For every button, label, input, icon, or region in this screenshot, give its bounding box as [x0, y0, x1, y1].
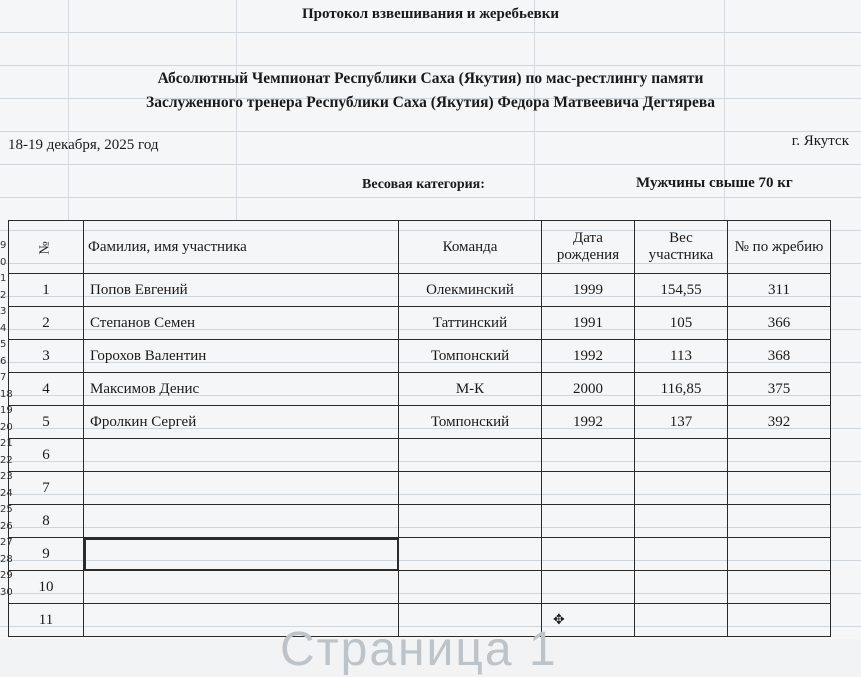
name-cell[interactable]: Степанов Семен	[84, 307, 399, 340]
team-cell[interactable]	[399, 472, 542, 505]
team-cell[interactable]: Томпонский	[399, 406, 542, 439]
row-number[interactable]: 21	[0, 438, 13, 449]
weight-cell[interactable]	[635, 505, 728, 538]
lot-cell[interactable]: 366	[728, 307, 831, 340]
dob-cell[interactable]	[542, 472, 635, 505]
col-header-lot[interactable]: № по жребию	[728, 221, 831, 274]
weight-cell[interactable]: 105	[635, 307, 728, 340]
lot-cell[interactable]: 311	[728, 274, 831, 307]
page-watermark: Страница 1	[280, 623, 558, 676]
table-row	[9, 538, 831, 571]
weight-cell[interactable]: 137	[635, 406, 728, 439]
table-row	[9, 274, 831, 307]
event-city: г. Якутск	[791, 133, 849, 149]
table-row	[9, 571, 831, 604]
row-number[interactable]: 20	[0, 421, 13, 433]
row-number[interactable]: 1	[0, 273, 7, 284]
row-number[interactable]: 25	[0, 504, 13, 515]
team-cell[interactable]	[399, 571, 542, 604]
row-number[interactable]: 24	[0, 487, 13, 499]
lot-cell[interactable]: 392	[728, 406, 831, 439]
row-number[interactable]: 9	[0, 240, 7, 251]
row-number-cell[interactable]: 3	[9, 340, 84, 373]
row-number[interactable]: 26	[0, 520, 13, 532]
dob-cell[interactable]: 2000	[542, 373, 635, 406]
row-number[interactable]: 27	[0, 537, 13, 548]
team-cell[interactable]	[399, 505, 542, 538]
row-number[interactable]: 5	[0, 339, 7, 350]
row-number[interactable]: 19	[0, 405, 13, 416]
name-cell[interactable]	[84, 538, 399, 571]
event-date: 18-19 декабря, 2025 год	[8, 137, 159, 153]
col-header-team[interactable]: Команда	[399, 221, 542, 274]
table-row	[9, 307, 831, 340]
row-number[interactable]: 22	[0, 454, 13, 466]
row-number[interactable]: 28	[0, 553, 13, 565]
row-number[interactable]: 3	[0, 306, 7, 317]
name-cell[interactable]	[84, 439, 399, 472]
protocol-title: Протокол взвешивания и жеребьевки	[301, 6, 560, 22]
lot-cell[interactable]	[728, 538, 831, 571]
team-cell[interactable]: Олекминский	[399, 274, 542, 307]
dob-cell[interactable]	[542, 505, 635, 538]
name-cell[interactable]: Максимов Денис	[84, 373, 399, 406]
row-number-cell[interactable]: 4	[9, 373, 84, 406]
name-cell[interactable]	[84, 472, 399, 505]
lot-cell[interactable]: 368	[728, 340, 831, 373]
row-number-cell[interactable]: 8	[9, 505, 84, 538]
row-number-cell[interactable]: 1	[9, 274, 84, 307]
table-row	[9, 340, 831, 373]
weight-cell[interactable]: 154,55	[635, 274, 728, 307]
table-row	[9, 373, 831, 406]
lot-cell[interactable]	[728, 571, 831, 604]
cell-cursor-icon: ✥	[553, 612, 565, 628]
row-number-cell[interactable]: 9	[9, 538, 84, 571]
name-cell[interactable]	[84, 571, 399, 604]
dob-cell[interactable]	[542, 571, 635, 604]
dob-cell[interactable]: 1992	[542, 340, 635, 373]
lot-cell[interactable]	[728, 505, 831, 538]
name-cell[interactable]: Горохов Валентин	[84, 340, 399, 373]
event-title-line1: Абсолютный Чемпионат Республики Саха (Якутия) по мас-рестлингу памяти	[157, 70, 704, 87]
weight-cell[interactable]	[635, 538, 728, 571]
table-row	[9, 406, 831, 439]
col-header-number[interactable]: №	[9, 221, 84, 274]
row-number[interactable]: 7	[0, 372, 7, 383]
row-number[interactable]: 29	[0, 570, 13, 581]
col-header-weight[interactable]: Вес участника	[635, 221, 728, 274]
team-cell[interactable]: Таттинский	[399, 307, 542, 340]
weight-cell[interactable]	[635, 571, 728, 604]
row-number-cell[interactable]: 6	[9, 439, 84, 472]
table-row	[9, 439, 831, 472]
dob-cell[interactable]	[542, 538, 635, 571]
row-number[interactable]: 18	[0, 388, 13, 400]
lot-cell[interactable]	[728, 439, 831, 472]
team-cell[interactable]: Томпонский	[399, 340, 542, 373]
team-cell[interactable]: М-К	[399, 373, 542, 406]
row-number-cell[interactable]: 2	[9, 307, 84, 340]
dob-cell[interactable]	[542, 439, 635, 472]
table-header-row	[9, 221, 831, 274]
name-cell[interactable]: Фролкин Сергей	[84, 406, 399, 439]
row-number[interactable]: 30	[0, 586, 13, 598]
row-number-cell[interactable]: 11	[9, 604, 84, 637]
dob-cell[interactable]: 1992	[542, 406, 635, 439]
category-value: Мужчины свыше 70 кг	[636, 175, 793, 191]
table-row	[9, 472, 831, 505]
row-number-cell[interactable]: 10	[9, 571, 84, 604]
dob-cell[interactable]: 1991	[542, 307, 635, 340]
row-number[interactable]: 23	[0, 471, 13, 482]
weight-cell[interactable]	[635, 439, 728, 472]
name-cell[interactable]: Попов Евгений	[84, 274, 399, 307]
weight-cell[interactable]	[635, 472, 728, 505]
row-number[interactable]: 0	[0, 256, 7, 268]
team-cell[interactable]	[399, 439, 542, 472]
event-title-line2: Заслуженного тренера Республики Саха (Якутия) Федора Матвеевича Дегтярева	[146, 94, 715, 111]
row-number[interactable]: 4	[0, 322, 7, 334]
weight-cell[interactable]: 116,85	[635, 373, 728, 406]
name-cell[interactable]	[84, 505, 399, 538]
table-row	[9, 505, 831, 538]
lot-cell[interactable]: 375	[728, 373, 831, 406]
weight-cell[interactable]: 113	[635, 340, 728, 373]
row-number-cell[interactable]: 7	[9, 472, 84, 505]
col-header-dob[interactable]: Дата рождения	[542, 221, 635, 274]
team-cell[interactable]	[399, 538, 542, 571]
dob-cell[interactable]: 1999	[542, 274, 635, 307]
lot-cell[interactable]	[728, 472, 831, 505]
category-label: Весовая категория:	[362, 177, 485, 192]
weight-cell[interactable]	[635, 604, 728, 637]
col-header-name[interactable]: Фамилия, имя участника	[84, 221, 399, 274]
row-number[interactable]: 6	[0, 355, 7, 367]
lot-cell[interactable]	[728, 604, 831, 637]
row-number[interactable]: 2	[0, 289, 7, 301]
weigh-in-table	[8, 220, 831, 637]
row-number-cell[interactable]: 5	[9, 406, 84, 439]
